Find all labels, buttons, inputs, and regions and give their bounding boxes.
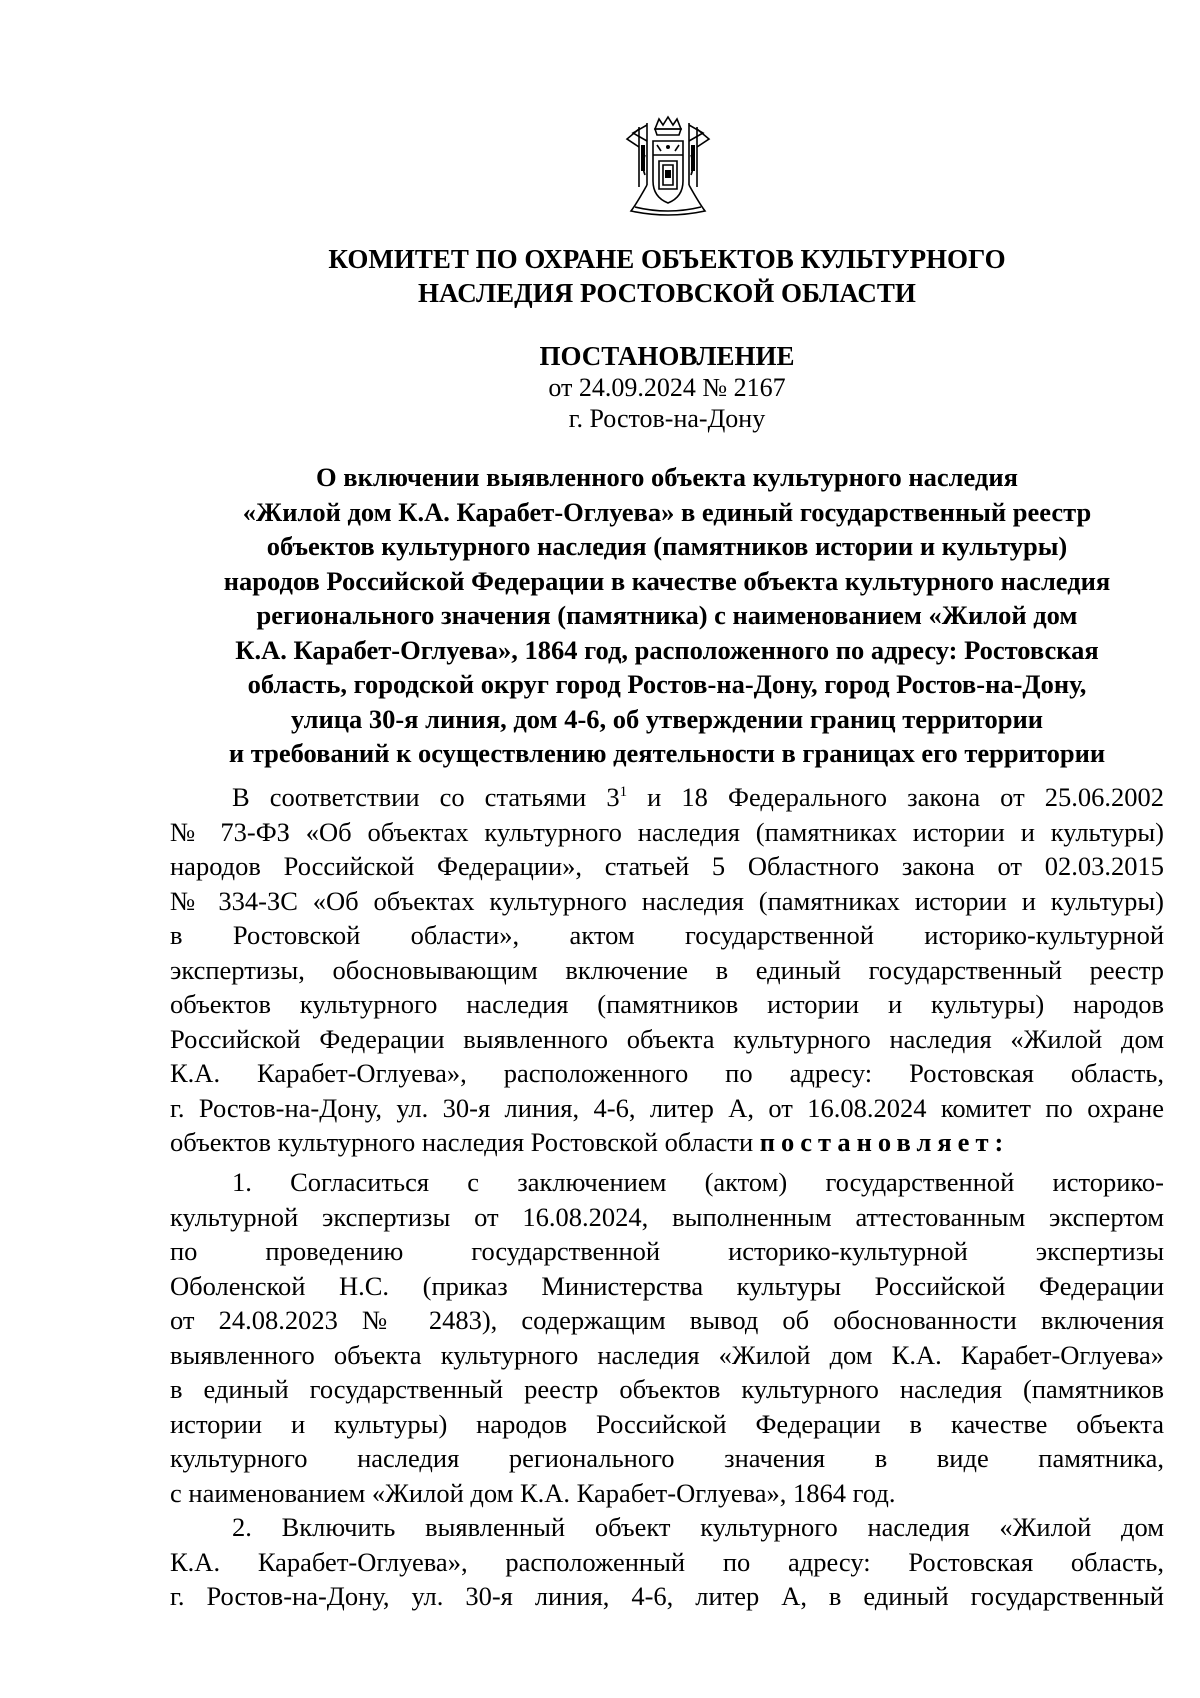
superscript: 1 xyxy=(619,784,628,801)
item-line: культурного наследия регионального значения в виде памятника, xyxy=(170,1443,1164,1473)
item-line: истории и культуры) народов Российской Федерации в качестве объекта xyxy=(170,1408,1164,1439)
preamble-paragraph xyxy=(170,780,1164,1160)
item-line: в единый государственный реестр объектов культурного наследия (памятников xyxy=(170,1374,1164,1404)
item-line: К.А. Карабет-Оглуева», расположенный по адресу: Ростовская область, xyxy=(170,1546,1164,1577)
preamble-line: экспертизы, обосновывающим включение в единый государственный реестр xyxy=(170,954,1164,985)
decree-word: постановляет: xyxy=(759,1127,1010,1157)
preamble-line: В соответствии со статьями $3^1$ и 18 Федерального закона от 25.06.2002 xyxy=(232,782,1164,812)
subject-line: и требований к осуществлению деятельности в границах его территории xyxy=(228,738,1106,768)
preamble-line: в Ростовской области», актом государственной историко-культурной xyxy=(170,920,1164,950)
subject-line: О включении выявленного объекта культурного наследия xyxy=(316,462,1018,492)
subject-line: народов Российской Федерации в качестве объекта культурного наследия xyxy=(223,565,1111,596)
subject-line: область, городской округ город Ростов-на-Дону, город Ростов-на-Дону, xyxy=(247,669,1087,699)
preamble-line: народов Российской Федерации», статьей 5 Областного закона от 02.03.2015 xyxy=(170,851,1164,881)
subject-line: объектов культурного наследия (памятников истории и культуры) xyxy=(266,531,1068,561)
organization-name xyxy=(0,242,1200,310)
item-line: г. Ростов-на-Дону, ул. 30-я линия, 4-6, литер А, в единый государственный xyxy=(170,1581,1164,1611)
coat-of-arms-emblem xyxy=(617,115,719,225)
preamble-line: Российской Федерации выявленного объекта культурного наследия «Жилой дом xyxy=(170,1023,1164,1054)
item-line: выявленного объекта культурного наследия «Жилой дом К.А. Карабет-Оглуева» xyxy=(170,1339,1164,1370)
preamble-line: № 334-ЗС «Об объектах культурного наследия (памятниках истории и культуры) xyxy=(170,885,1164,916)
subject-line: регионального значения (памятника) с наименованием «Жилой дом xyxy=(256,600,1078,630)
item-line: 1. Согласиться с заключением (актом) государственной историко- xyxy=(232,1167,1164,1197)
doc-date-number: от 24.09.2024 № 2167 xyxy=(548,373,786,402)
item-line: Оболенской Н.С. (приказ Министерства культуры Российской Федерации xyxy=(170,1270,1164,1301)
org-line-1: КОМИТЕТ ПО ОХРАНЕ ОБЪЕКТОВ КУЛЬТУРНОГО xyxy=(328,244,1006,274)
subject-line: улица 30-я линия, дом 4-6, об утверждении границ территории xyxy=(290,703,1043,734)
doc-city: г. Ростов-на-Дону xyxy=(568,404,766,433)
org-line-2: НАСЛЕДИЯ РОСТОВСКОЙ ОБЛАСТИ xyxy=(418,278,916,308)
document-type: ПОСТАНОВЛЕНИЕ xyxy=(539,341,795,371)
item-line: 2. Включить выявленный объект культурного наследия «Жилой дом xyxy=(232,1512,1164,1542)
item-line: культурной экспертизы от 16.08.2024, выполненным аттестованным экспертом xyxy=(170,1201,1164,1232)
preamble-line: К.А. Карабет-Оглуева», расположенного по адресу: Ростовская область, xyxy=(170,1058,1164,1088)
subject-line: К.А. Карабет-Оглуева», 1864 год, расположенного по адресу: Ростовская xyxy=(235,634,1099,665)
item-line: с наименованием «Жилой дом К.А. Карабет-Оглуева», 1864 год. xyxy=(170,1477,896,1508)
preamble-line: г. Ростов-на-Дону, ул. 30-я линия, 4-6, литер А, от 16.08.2024 комитет по охране xyxy=(170,1092,1164,1123)
document-subject xyxy=(170,460,1164,771)
preamble-line: объектов культурного наследия Ростовской области постановляет: xyxy=(170,1127,1010,1157)
preamble-line: № 73-ФЗ «Об объектах культурного наследия (памятниках истории и культуры) xyxy=(170,816,1164,847)
item-line: по проведению государственной историко-культурной экспертизы xyxy=(170,1236,1164,1266)
item-1-paragraph xyxy=(170,1165,1164,1510)
item-line: от 24.08.2023 № 2483), содержащим вывод об обоснованности включения xyxy=(170,1305,1164,1335)
subject-line: «Жилой дом К.А. Карабет-Оглуева» в единый государственный реестр xyxy=(242,496,1092,527)
item-2-paragraph xyxy=(170,1510,1164,1614)
document-meta xyxy=(0,372,1200,434)
preamble-line: объектов культурного наследия (памятников истории и культуры) народов xyxy=(170,989,1164,1019)
